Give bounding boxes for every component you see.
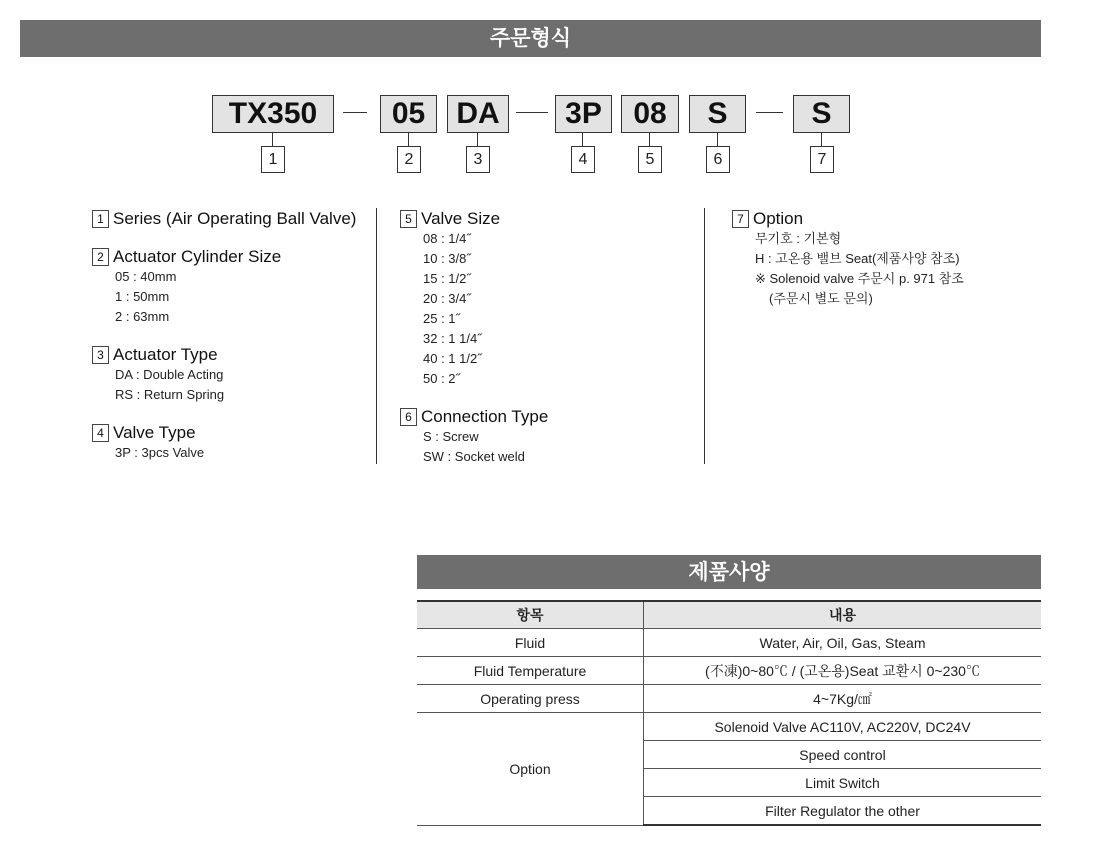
row-value: (不凍)0~80℃ / (고온용)Seat 교환시 0~230℃: [644, 657, 1042, 685]
list-item: 1 : 50mm: [115, 289, 170, 304]
list-item: RS : Return Spring: [115, 387, 225, 402]
code-number-4: 4: [571, 146, 595, 173]
section-title: Series (Air Operating Ball Valve): [113, 209, 357, 228]
section-actuator: [92, 344, 356, 405]
code-number-5: 5: [638, 146, 662, 173]
list-item: 05 : 40mm: [115, 269, 177, 284]
code-tick: [582, 132, 583, 146]
row-value: Limit Switch: [644, 769, 1042, 797]
row-label: Operating press: [417, 685, 644, 713]
section-connection: [400, 406, 548, 467]
code-dash: [756, 112, 783, 113]
code-tick: [408, 132, 409, 146]
code-number-1: 1: [261, 146, 285, 173]
legend-column-3: [732, 208, 964, 326]
section-title: Connection Type: [421, 407, 549, 426]
section-cylinder: [92, 246, 356, 327]
row-value: Solenoid Valve AC110V, AC220V, DC24V: [644, 713, 1042, 741]
section-title: Valve Size: [421, 209, 501, 228]
code-dash: [516, 112, 548, 113]
code-number-6: 6: [706, 146, 730, 173]
list-item: 40 : 1 1/2˝: [423, 351, 482, 366]
column-divider: [704, 208, 705, 464]
section-valve-size: [400, 208, 548, 389]
list-item: (주문시 별도 문의): [769, 291, 873, 306]
list-item: 10 : 3/8˝: [423, 251, 471, 266]
order-format-title: 주문형식: [20, 20, 1041, 57]
code-number-7: 7: [810, 146, 834, 173]
list-item: 25 : 1˝: [423, 311, 460, 326]
code-tick: [272, 132, 273, 146]
table-row: [417, 685, 1041, 713]
code-tick: [717, 132, 718, 146]
table-row: [417, 657, 1041, 685]
list-item: 15 : 1/2˝: [423, 271, 471, 286]
code-box-option: S: [793, 95, 850, 133]
code-number-2: 2: [397, 146, 421, 173]
list-item: ※ Solenoid valve 주문시 p. 971 참조: [755, 271, 964, 286]
table-header-row: [417, 601, 1041, 629]
list-item: 08 : 1/4˝: [423, 231, 471, 246]
header-item: 항목: [417, 601, 644, 629]
row-value: Filter Regulator the other: [644, 797, 1042, 826]
row-value: Speed control: [644, 741, 1042, 769]
list-item: 2 : 63mm: [115, 309, 170, 324]
legend-column-2: [400, 208, 548, 484]
section-number: 6: [400, 408, 417, 426]
code-tick: [649, 132, 650, 146]
section-number: 2: [92, 248, 109, 266]
section-option: [732, 208, 964, 309]
code-box-connection: S: [689, 95, 746, 133]
list-item: DA : Double Acting: [115, 367, 224, 382]
row-label: Option: [417, 713, 644, 826]
section-number: 4: [92, 424, 109, 442]
list-item: 32 : 1 1/4˝: [423, 331, 482, 346]
section-series: [92, 208, 356, 229]
section-number: 3: [92, 346, 109, 364]
section-title: Actuator Cylinder Size: [113, 247, 282, 266]
column-divider: [376, 208, 377, 464]
code-tick: [821, 132, 822, 146]
section-title: Option: [753, 209, 804, 228]
header-content: 내용: [644, 601, 1042, 629]
legend-column-1: [92, 208, 356, 480]
list-item: H : 고온용 밸브 Seat(제품사양 참조): [755, 251, 960, 266]
row-value: Water, Air, Oil, Gas, Steam: [644, 629, 1042, 657]
code-box-actuator: DA: [447, 95, 509, 133]
row-label: Fluid Temperature: [417, 657, 644, 685]
row-label: Fluid: [417, 629, 644, 657]
list-item: SW : Socket weld: [423, 449, 525, 464]
list-item: 무기호 : 기본형: [755, 231, 842, 246]
table-row: [417, 629, 1041, 657]
list-item: 3P : 3pcs Valve: [115, 445, 205, 460]
section-number: 5: [400, 210, 417, 228]
table-row: [417, 713, 1041, 741]
section-valve-type: [92, 422, 356, 463]
spec-table: [417, 600, 1041, 826]
code-box-valve-type: 3P: [555, 95, 612, 133]
list-item: 50 : 2˝: [423, 371, 460, 386]
code-tick: [477, 132, 478, 146]
code-box-valve-size: 08: [621, 95, 679, 133]
section-title: Actuator Type: [113, 345, 218, 364]
code-dash: [343, 112, 367, 113]
spec-title: 제품사양: [417, 555, 1041, 589]
section-number: 7: [732, 210, 749, 228]
section-title: Valve Type: [113, 423, 196, 442]
code-box-cylinder: 05: [380, 95, 437, 133]
row-value: 4~7Kg/㎠: [644, 685, 1042, 713]
list-item: 20 : 3/4˝: [423, 291, 471, 306]
code-number-3: 3: [466, 146, 490, 173]
list-item: S : Screw: [423, 429, 479, 444]
code-box-series: TX350: [212, 95, 334, 133]
section-number: 1: [92, 210, 109, 228]
